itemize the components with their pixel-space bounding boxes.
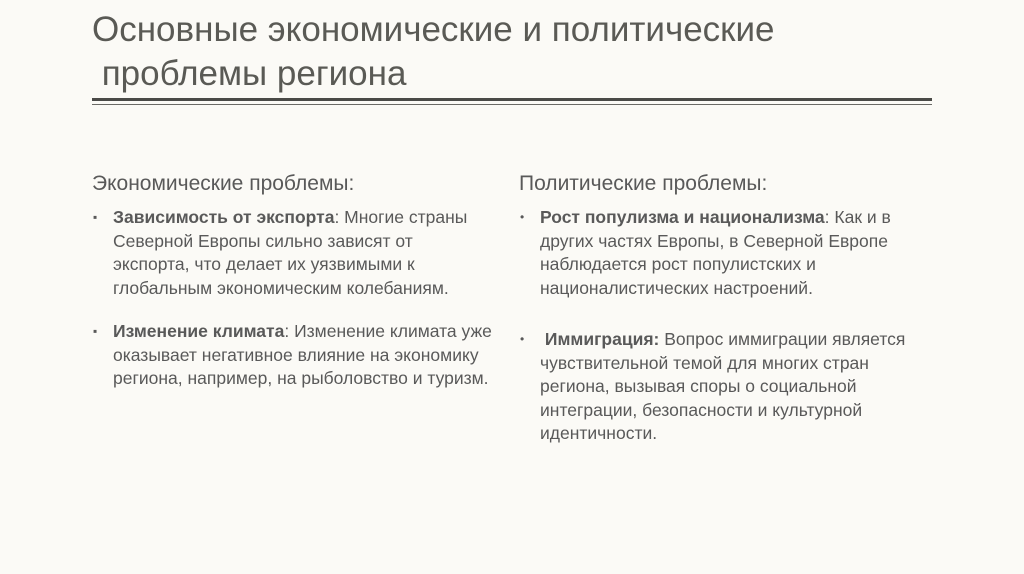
economic-problems-heading: Экономические проблемы: xyxy=(92,172,355,195)
slide-title-line-1: Основные экономические и политические xyxy=(92,10,775,49)
round-bullet-icon: • xyxy=(520,210,525,224)
title-underline-thin xyxy=(92,104,932,105)
square-bullet-icon: ▪ xyxy=(93,210,98,224)
bullet-text: Изменение климата уже оказывает негативное влияние на экономику региона, например, на рыболовство и туризм. xyxy=(113,321,492,388)
bullet-text: Как и в других частях Европы, в Северной Европе наблюдается рост популистских и националистических настроений. xyxy=(540,207,891,298)
title-underline-thick xyxy=(92,98,932,101)
list-item xyxy=(519,206,939,300)
economic-problems-column xyxy=(92,170,492,391)
bullet-term: Зависимость от экспорта xyxy=(113,207,335,227)
square-bullet-icon: ▪ xyxy=(93,324,98,338)
bullet-separator: : xyxy=(824,207,835,227)
round-bullet-icon: • xyxy=(520,332,525,346)
political-problems-heading: Политические проблемы: xyxy=(519,172,768,195)
list-item xyxy=(92,206,492,300)
economic-problems-list xyxy=(92,206,492,391)
slide-title xyxy=(92,8,952,96)
bullet-term: Рост популизма и национализма xyxy=(540,207,825,227)
bullet-term: Изменение климата xyxy=(113,321,285,341)
political-problems-list xyxy=(519,206,939,446)
bullet-separator: : xyxy=(284,321,295,341)
list-item xyxy=(92,320,492,391)
political-problems-column xyxy=(519,170,939,446)
list-item xyxy=(519,328,939,446)
slide-title-line-2: проблемы региона xyxy=(92,54,407,93)
bullet-text: Многие страны Северной Европы сильно зависят от экспорта, что делает их уязвимыми к глобальным экономическим колебаниям. xyxy=(113,207,468,298)
bullet-separator: : xyxy=(334,207,345,227)
bullet-term: Иммиграция: xyxy=(544,329,660,349)
bullet-text: Вопрос иммиграции является чувствительной темой для многих стран региона, вызывая споры о социальной интеграции, безопасности и культурной идентичности. xyxy=(540,329,906,443)
